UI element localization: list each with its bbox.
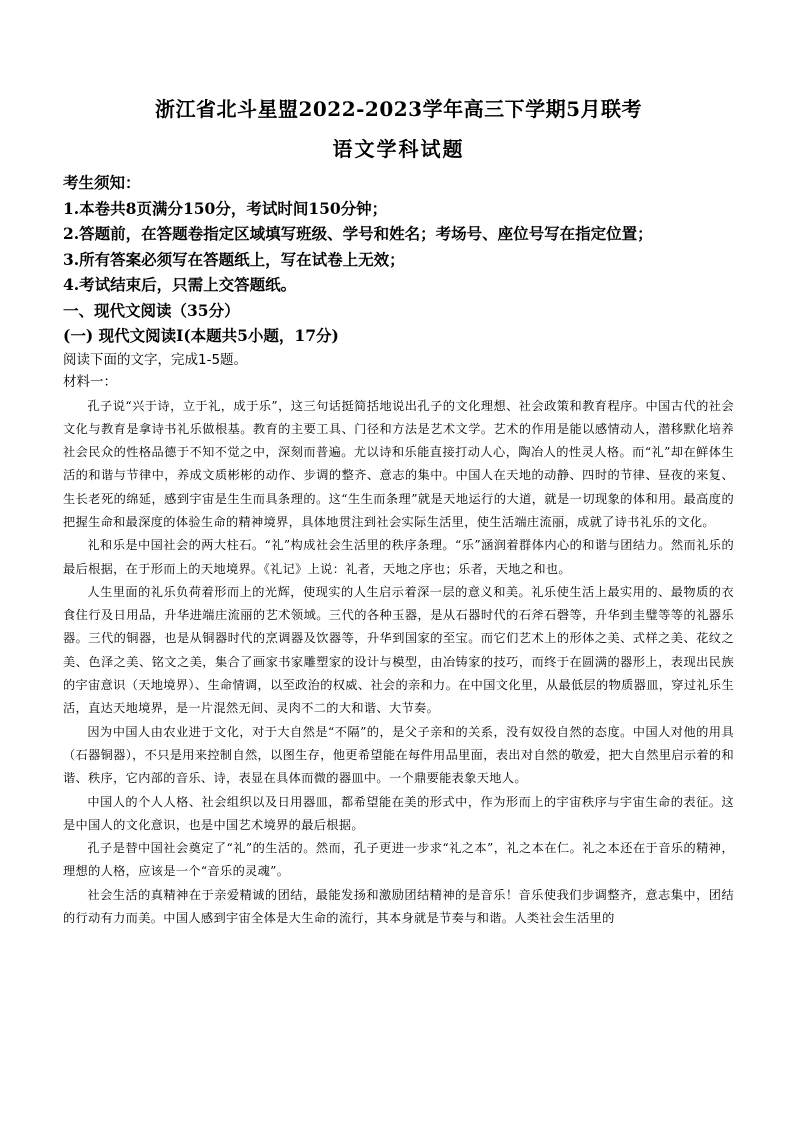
- paragraph: 孔子是替中国社会奠定了“礼”的生活的。然而，孔子更进一步求“礼之本”，礼之本在仁。礼之本还在于音乐的精神，理想的人格，应该是一个“音乐的灵魂”。: [63, 841, 734, 879]
- notice-heading: 考生须知：: [63, 173, 141, 192]
- material-text: [63, 395, 734, 931]
- exam-subtitle: 语文学科试题: [332, 137, 465, 161]
- exam-title: 浙江省北斗星盟2022-2023学年高三下学期5月联考: [154, 97, 643, 121]
- paragraph: 孔子说“兴于诗，立于礼，成于乐”，这三句话挺简括地说出孔子的文化理想、社会政策和教育程序。中国古代的社会文化与教育是拿诗书礼乐做根基。教育的主要工具、门径和方法是艺术文学。艺术的作用是能以感情动人，潜移默化培养社会民众的性格品德于不知不觉之中，深刻而普遍。尤以诗和乐能直接打动人心，陶冶人的性灵人格。而“礼”却在鲜体生活的和谐与节律中，养成文质彬彬的动作、步调的整齐、意志的集中。中国人在天地的动静、四时的节律、昼夜的来复、生长老死的绵延，感到宇宙是生生而具条理的。这“生生而条理”就是天地运行的大道，就是一切现象的体和用。最高度的把握生命和最深度的体验生命的精神境界，具体地贯注到社会实际生活里，使生活端庄流丽，成就了诗书礼乐的文化。: [63, 398, 734, 529]
- paragraph: 社会生活的真精神在于亲爱精诚的团结，最能发扬和激励团结精神的是音乐！音乐使我们步调整齐，意志集中，团结的行动有力而美。中国人感到宇宙全体是大生命的流行，其本身就是节奏与和谐。人类社会生活里的: [63, 887, 734, 926]
- paragraph: 因为中国人由农业进于文化，对于大自然是“不隔”的，是父子亲和的关系，没有奴役自然的态度。中国人对他的用具（石器铜器），不只是用来控制自然，以图生存，他更希望能在每件用品里面，表出对自然的敬爱，把大自然里启示着的和谐、秩序，它内部的音乐、诗，表显在具体而微的器皿中。一个鼎要能表象天地人。: [63, 724, 734, 786]
- notice-item: 3.所有答案必须写在答题纸上，写在试卷上无效；: [63, 249, 405, 269]
- notice-item: 4.考试结束后，只需上交答题纸。: [63, 275, 297, 294]
- notice-item: 1.本卷共8页满分150分，考试时间150分钟；: [63, 198, 388, 218]
- paragraph: 人生里面的礼乐负荷着形而上的光辉，使现实的人生启示着深一层的意义和美。礼乐使生活上最实用的、最物质的衣食住行及日用品，升华进端庄流丽的艺术领域。三代的各种玉器，是从石器时代的石斧石磬等，升华到圭璧等等的礼器乐器。三代的铜器，也是从铜器时代的烹调器及饮器等，升华到国家的至宝。而它们艺术上的形体之美、式样之美、花纹之美、色泽之美、铭文之美，集合了画家书家雕塑家的设计与模型，由冶铸家的技巧，而终于在圆满的器形上，表现出民族的宇宙意识（天地境界）、生命情调，以至政治的权威、社会的亲和力。在中国文化里，从最低层的物质器皿，穿过礼乐生活，直达天地境界，是一片混然无间、灵肉不二的大和谐、大节奏。: [63, 584, 734, 716]
- section-heading: 一、现代文阅读（35分）: [63, 300, 240, 320]
- material-label: 材料一：: [63, 373, 117, 390]
- subsection-heading: (一) 现代文阅读Ⅰ(本题共5小题，17分): [63, 326, 339, 345]
- notice-item: 2.答题前，在答题卷指定区域填写班级、学号和姓名；考场号、座位号写在指定位置；: [63, 224, 653, 243]
- paragraph: 中国人的个人人格、社会组织以及日用器皿，都希望能在美的形式中，作为形而上的宇宙秩序与宇宙生命的表征。这是中国人的文化意识，也是中国艺术境界的最后根据。: [63, 794, 734, 832]
- instruction-text: 阅读下面的文字，完成1-5题。: [63, 351, 248, 368]
- paragraph: 礼和乐是中国社会的两大柱石。“礼”构成社会生活里的秩序条理。“乐”涵润着群体内心的和谐与团结力。然而礼乐的最后根据，在于形而上的天地境界。《礼记》上说：礼者，天地之序也；乐者，天地之和也。: [63, 538, 734, 576]
- notice-block: [63, 170, 734, 298]
